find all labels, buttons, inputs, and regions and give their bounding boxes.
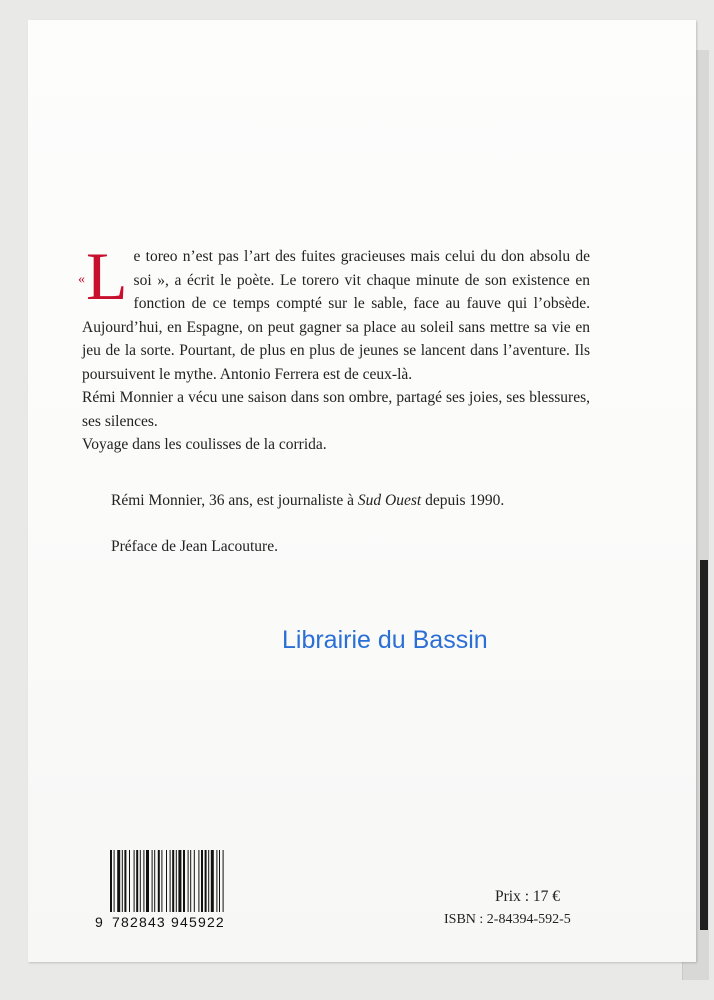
blurb-paragraph-2: Rémi Monnier a vécu une saison dans son ombre, partagé ses joies, ses blessures, ses silences.	[82, 389, 590, 430]
barcode-first-digit: 9	[95, 914, 103, 930]
preface-credit: Préface de Jean Lacouture.	[111, 538, 278, 555]
book-spine-dark-edge	[700, 560, 708, 930]
opening-quote-mark: «	[78, 272, 85, 287]
blurb	[78, 238, 590, 457]
author-bio-publication: Sud Ouest	[357, 492, 422, 509]
author-bio-after: depuis 1990.	[421, 492, 505, 509]
back-cover	[28, 20, 696, 962]
blurb-paragraph-1	[78, 238, 590, 386]
price-label: Prix : 17 €	[495, 888, 561, 905]
author-bio	[111, 492, 631, 510]
blurb-paragraph-3: Voyage dans les coulisses de la corrida.	[82, 436, 327, 453]
barcode-bars	[110, 850, 250, 914]
isbn-label: ISBN : 2-84394-592-5	[444, 912, 571, 927]
bookseller-watermark: Librairie du Bassin	[282, 626, 488, 654]
author-bio-before: Rémi Monnier, 36 ans, est journaliste à	[111, 492, 358, 509]
isbn-barcode	[95, 850, 255, 932]
dropcap-group	[78, 238, 128, 314]
blurb-paragraph-1-text: e toreo n’est pas l’art des fuites gracieuses mais celui du don absolu de soi », a écrit le poète. Le torero vit chaque minute de son existence en fonction de ce temps compté sur le sable, face au fauve qui l’obsède. Aujourd’hui, en Espagne, on peut gagner sa place au soleil sans mettre sa vie en jeu de la sorte. Pourtant, de plus en plus de jeunes se lancent dans l’aventure. Ils poursuivent le mythe. Antonio Ferrera est de ceux-là.	[82, 248, 590, 383]
barcode-digits: 782843 945922	[112, 914, 225, 930]
dropcap-letter: L	[86, 238, 128, 314]
